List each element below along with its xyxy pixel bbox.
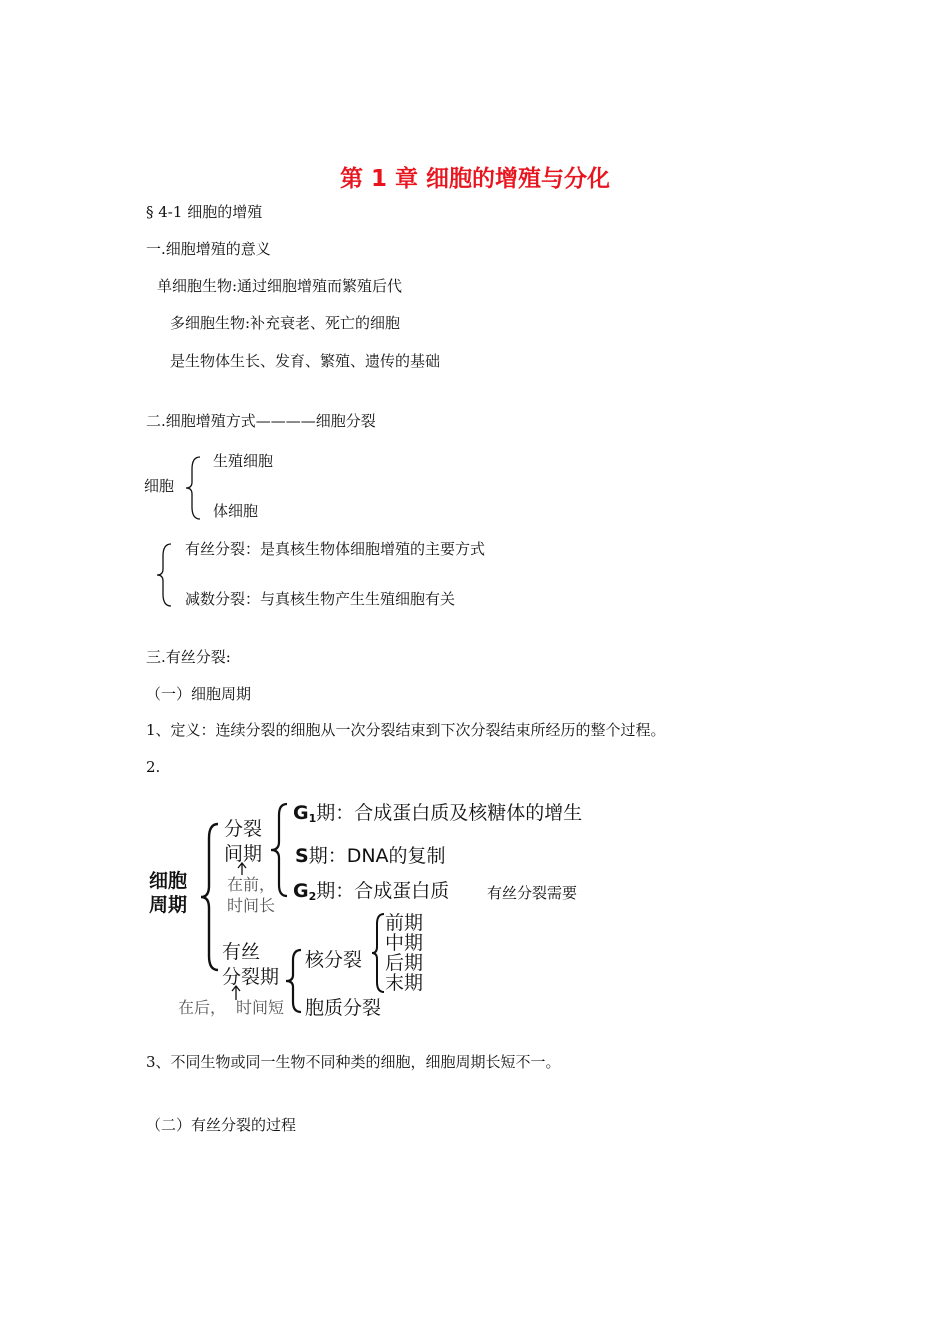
g1-prefix: G <box>293 802 309 824</box>
interphase-note-line1: 在前， <box>227 875 276 894</box>
interphase-brace <box>268 802 290 898</box>
phase-metaphase: 中期 <box>385 932 424 954</box>
diagram-root-line1: 细胞 <box>149 870 188 892</box>
g2-prefix: G <box>293 880 309 902</box>
division-item-meiosis: 减数分裂：与真核生物产生生殖细胞有关 <box>185 590 456 608</box>
interphase-line1: 分裂 <box>224 818 263 840</box>
division-brace <box>155 542 173 608</box>
paragraph-multicellular: 多细胞生物:补充衰老、死亡的细胞 <box>170 314 401 332</box>
definition: 1、定义：连续分裂的细胞从一次分裂结束到下次分裂结束所经历的整个过程。 <box>146 721 666 739</box>
interphase-note-line2: 时间长 <box>227 896 276 915</box>
g1-subscript: 1 <box>308 812 317 825</box>
mitotic-note-after: 时间短 <box>236 998 285 1017</box>
cell-item-germ: 生殖细胞 <box>213 452 274 470</box>
cell-brace <box>184 455 202 521</box>
g2-subscript: 2 <box>308 890 317 903</box>
s-text: 期：DNA的复制 <box>308 845 446 867</box>
side-note: 有丝分裂需要 <box>487 884 578 902</box>
g2-phase <box>293 880 449 908</box>
section-heading: § 4-1 细胞的增殖 <box>146 203 263 221</box>
item-number-2: 2. <box>146 758 161 776</box>
mitotic-line2: 分裂期 <box>222 966 280 988</box>
paragraph-basis: 是生物体生长、发育、繁殖、遗传的基础 <box>170 352 441 370</box>
heading-significance: 一.细胞增殖的意义 <box>146 240 271 258</box>
heading-mitosis: 三.有丝分裂: <box>146 648 231 666</box>
nuclear-division: 核分裂 <box>305 949 363 971</box>
mitotic-brace <box>283 948 303 1014</box>
g1-phase <box>293 802 582 830</box>
mitotic-note-before: 在后， <box>178 998 227 1017</box>
division-item-mitosis: 有丝分裂：是真核生物体细胞增殖的主要方式 <box>185 540 486 558</box>
cell-item-somatic: 体细胞 <box>213 502 259 520</box>
interphase-line2: 间期 <box>224 843 263 865</box>
s-prefix: S <box>295 845 309 867</box>
cytoplasmic-division: 胞质分裂 <box>305 997 382 1019</box>
s-phase <box>295 845 446 867</box>
subheading-process: （二）有丝分裂的过程 <box>146 1116 297 1134</box>
phase-anaphase: 后期 <box>385 952 424 974</box>
paragraph-3: 3、不同生物或同一生物不同种类的细胞，细胞周期长短不一。 <box>146 1053 561 1071</box>
diagram-main-brace <box>198 822 222 972</box>
g2-text: 期：合成蛋白质 <box>316 880 450 902</box>
heading-method: 二.细胞增殖方式————细胞分裂 <box>146 412 376 430</box>
phases-brace <box>370 912 386 994</box>
phase-prophase: 前期 <box>385 912 424 934</box>
cell-label: 细胞 <box>144 477 175 495</box>
paragraph-unicellular: 单细胞生物:通过细胞增殖而繁殖后代 <box>157 277 403 295</box>
mitotic-line1: 有丝 <box>222 941 261 963</box>
interphase-arrow-icon <box>236 862 248 876</box>
diagram-root-line2: 周期 <box>149 894 188 916</box>
phase-telophase: 末期 <box>385 972 424 994</box>
chapter-title: 第 1 章 细胞的增殖与分化 <box>339 166 611 192</box>
g1-text: 期：合成蛋白质及核糖体的增生 <box>316 802 583 824</box>
subheading-cell-cycle: （一）细胞周期 <box>146 685 252 703</box>
